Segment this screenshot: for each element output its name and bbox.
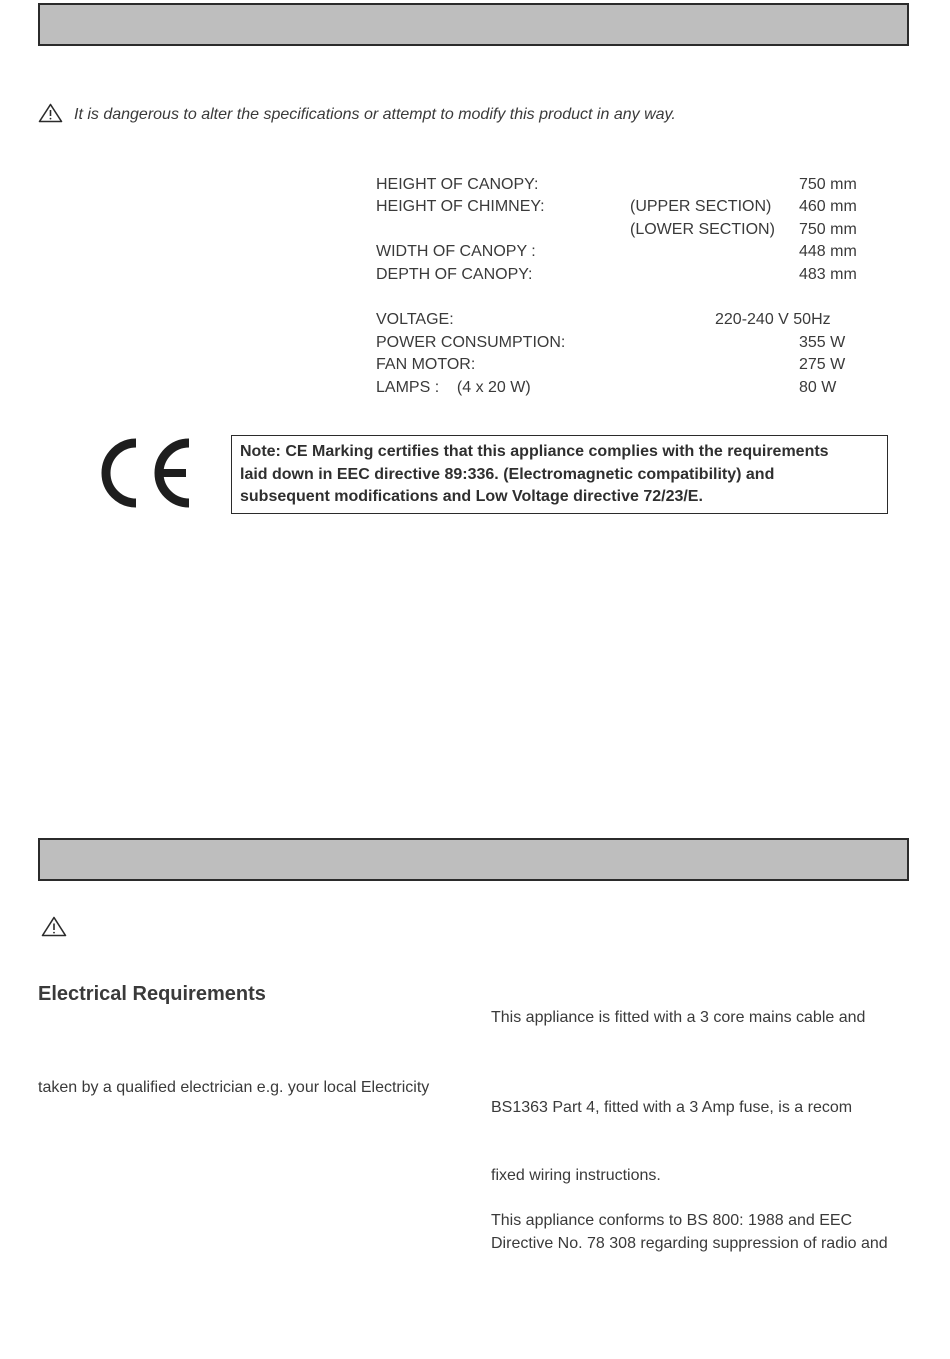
spec-lower-section-label: (LOWER SECTION) (630, 221, 775, 238)
ce-note-line-2: laid down in EEC directive 89:336. (Electromagnetic compatibility) and (240, 465, 775, 483)
ce-note-box (231, 435, 888, 514)
spec-lamps-value: 80 W (799, 379, 837, 396)
spec-depth-canopy-value: 483 mm (799, 266, 857, 283)
spec-voltage-label: VOLTAGE: (376, 311, 454, 328)
ce-note-line-1: Note: CE Marking certifies that this appliance complies with the requirements (240, 443, 829, 460)
spec-height-chimney-label: HEIGHT OF CHIMNEY: (376, 198, 545, 215)
electrical-requirements-heading: Electrical Requirements (38, 983, 266, 1005)
spec-upper-section-label: (UPPER SECTION) (630, 198, 772, 215)
electrical-right-line-5: Directive No. 78 308 regarding suppression of radio and (491, 1235, 888, 1252)
spec-voltage-value: 220-240 V 50Hz (715, 311, 831, 328)
spec-width-canopy-label: WIDTH OF CANOPY : (376, 243, 536, 260)
spec-upper-section-value: 460 mm (799, 198, 857, 215)
spec-width-canopy-value: 448 mm (799, 243, 857, 260)
spec-power-value: 355 W (799, 334, 846, 351)
electrical-right-line-3: fixed wiring instructions. (491, 1167, 661, 1184)
section-header-bar-top (38, 3, 909, 46)
warning-icon (38, 103, 63, 123)
warning-icon-2 (41, 916, 67, 937)
electrical-right-line-2: BS1363 Part 4, fitted with a 3 Amp fuse, is a recom (491, 1099, 853, 1116)
electrical-left-line-1: taken by a qualified electrician e.g. your local Electricity (38, 1079, 430, 1096)
ce-mark-logo (96, 437, 194, 509)
spec-height-canopy-label: HEIGHT OF CANOPY: (376, 176, 539, 193)
spec-lamps-label: LAMPS : (4 x 20 W) (376, 379, 531, 396)
spec-depth-canopy-label: DEPTH OF CANOPY: (376, 266, 533, 283)
spec-lower-section-value: 750 mm (799, 221, 857, 238)
electrical-right-line-1: This appliance is fitted with a 3 core mains cable and (491, 1009, 866, 1026)
ce-note-line-3: subsequent modifications and Low Voltage directive 72/23/E. (240, 488, 703, 505)
spec-power-label: POWER CONSUMPTION: (376, 334, 566, 351)
warning-text: It is dangerous to alter the specifications or attempt to modify this product in any way. (74, 106, 676, 123)
spec-fan-label: FAN MOTOR: (376, 356, 476, 373)
electrical-right-line-4: This appliance conforms to BS 800: 1988 and EEC (491, 1212, 853, 1229)
spec-fan-value: 275 W (799, 356, 846, 373)
spec-height-canopy-value: 750 mm (799, 176, 857, 193)
section-header-bar-bottom (38, 838, 909, 881)
